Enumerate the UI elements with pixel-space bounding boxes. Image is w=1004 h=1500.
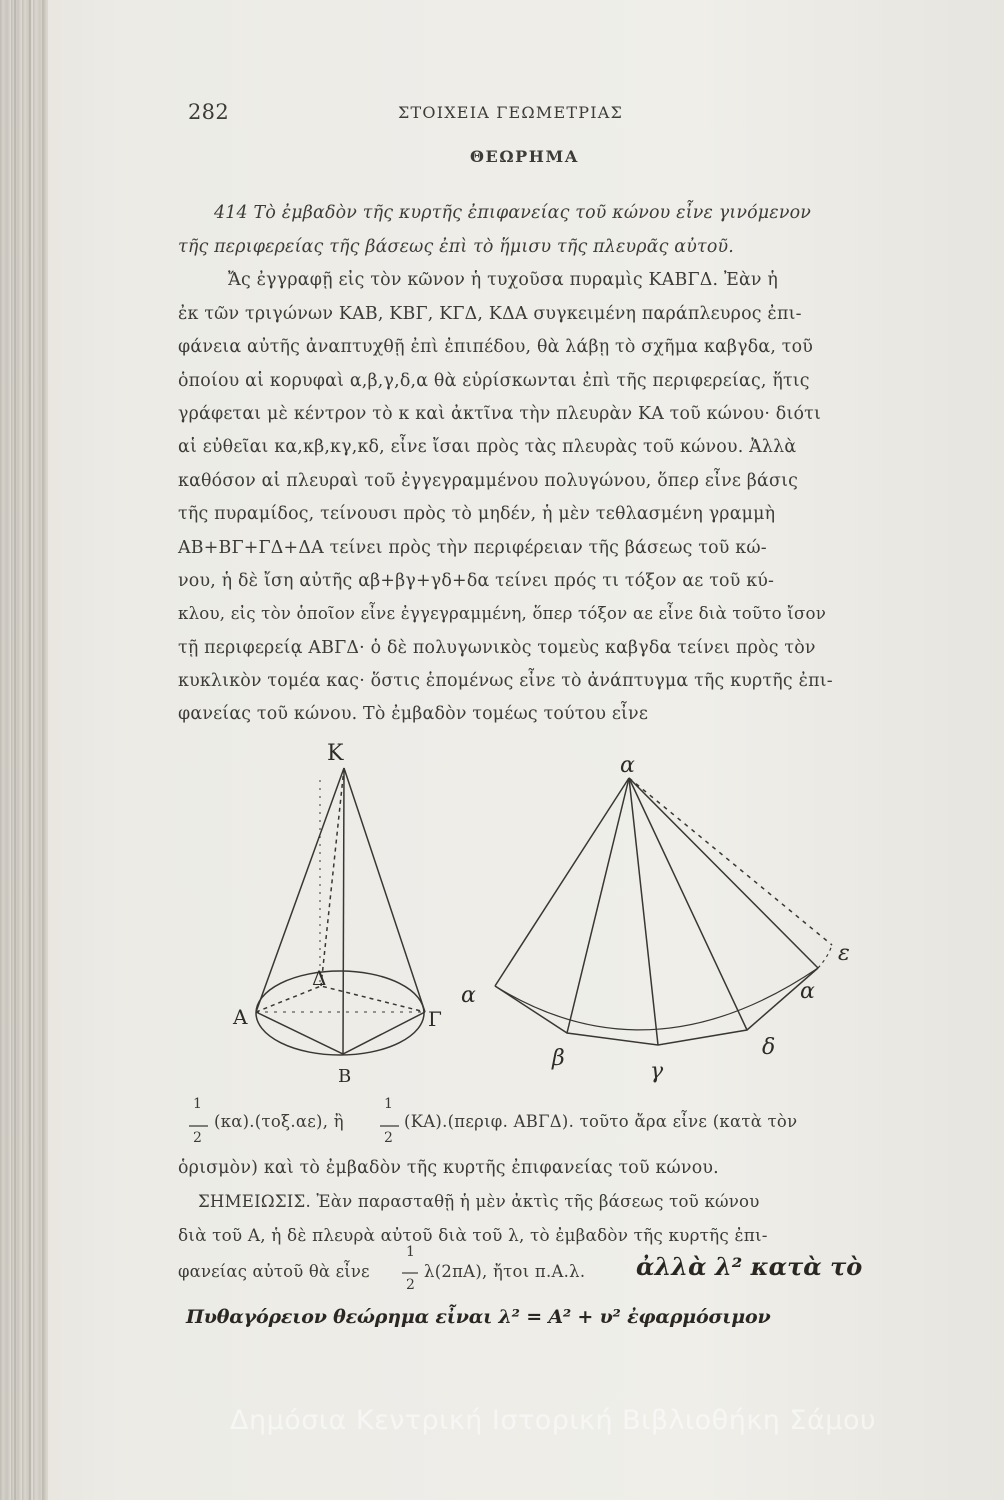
note-line: ΣΗΜΕΙΩΣΙΣ. Ἐὰν παρασταθῇ ἡ μὲν ἀκτὶς τῆς βάσεως τοῦ κώνου: [198, 1192, 760, 1211]
fraction-numerator: 1: [384, 1096, 393, 1112]
body-line: φανείας τοῦ κώνου. Τὸ ἐμβαδὸν τομέως τούτου εἶνε: [178, 704, 649, 724]
label-gamma: γ: [650, 1059, 664, 1084]
pyramid-base-back: [256, 986, 425, 1012]
development-figure: [495, 778, 832, 1045]
label-k: K: [327, 741, 344, 766]
fraction-denominator: 2: [406, 1277, 415, 1293]
ray-k-d: [629, 778, 747, 1030]
label-a: Α: [233, 1005, 248, 1029]
ray-k-b: [567, 778, 629, 1033]
arc-a-e: [818, 945, 832, 968]
note-last-end: λ(2πΑ), ἤτοι π.Α.λ.: [424, 1262, 586, 1281]
body-line: ἐκ τῶν τριγώνων ΚΑΒ, ΚΒΓ, ΚΓΔ, ΚΔΑ συγκειμένη παράπλευρος ἐπι-: [178, 304, 802, 324]
body-line: νου, ἡ δὲ ἴση αὐτῆς αβ+βγ+γδ+δα τείνει πρός τι τόξον αε τοῦ κύ-: [178, 571, 775, 591]
body-line: ὁρισμὸν) καὶ τὸ ἐμβαδὸν τῆς κυρτῆς ἐπιφανείας τοῦ κώνου.: [178, 1158, 719, 1178]
arc-a-a: [495, 968, 818, 1030]
body-line: κυκλικὸν τομέα κας· ὅστις ἑπομένως εἶνε τὸ ἀνάπτυγμα τῆς κυρτῆς ἐπι-: [178, 671, 833, 691]
ray-k-g: [629, 778, 658, 1045]
ray-k-a-left: [495, 778, 629, 986]
pyramid-edge-k-b: [343, 768, 344, 1054]
page-number: 282: [188, 100, 229, 124]
note-last-start: φανείας αὐτοῦ θὰ εἶνε: [178, 1262, 370, 1281]
ray-k-a-right: [629, 778, 818, 968]
fraction-denominator: 2: [193, 1130, 202, 1146]
label-epsilon: ε: [838, 941, 850, 966]
label-delta: δ: [762, 1035, 776, 1060]
cone-side-right: [344, 768, 425, 1012]
body-line: κλου, εἰς τὸν ὁποῖον εἶνε ἐγγεγραμμένη, ὅπερ τόξον αε εἶνε διὰ τοῦτο ἴσον: [178, 604, 826, 623]
body-line: τῇ περιφερείᾳ ΑΒΓΔ· ὁ δὲ πολυγωνικὸς τομεὺς καβγδα τείνει πρὸς τὸν: [178, 638, 816, 658]
label-d: Δ: [312, 966, 327, 990]
body-line: καθόσον αἱ πλευραὶ τοῦ ἐγγεγραμμένου πολυγώνου, ὅπερ εἶνε βάσις: [178, 471, 799, 491]
note-line: διὰ τοῦ Α, ἡ δὲ πλευρὰ αὐτοῦ διὰ τοῦ λ, τὸ ἐμβαδὸν τῆς κυρτῆς ἐπι-: [178, 1225, 768, 1245]
ray-k-e: [629, 778, 832, 945]
fraction-denominator: 2: [384, 1130, 393, 1146]
pyramid-base-front: [256, 1012, 425, 1054]
body-line: αἱ εὐθεῖαι κα,κβ,κγ,κδ, εἶνε ἴσαι πρὸς τὰς πλευρὰς τοῦ κώνου. Ἀλλὰ: [178, 437, 797, 457]
label-beta: β: [552, 1046, 565, 1071]
theorem-title: ΘΕΩΡΗΜΑ: [470, 147, 579, 166]
label-alpha-left: α: [461, 983, 476, 1008]
body-line: ὁποίου αἱ κορυφαὶ α,β,γ,δ,α θὰ εὑρίσκωνται ἐπὶ τῆς περιφερείας, ἥτις: [178, 371, 810, 391]
library-watermark: Δημόσια Κεντρική Ιστορική Βιβλιοθήκη Σάμου: [230, 1405, 877, 1436]
label-alpha-right: α: [800, 979, 815, 1004]
label-kappa: α: [620, 753, 635, 778]
label-g: Γ: [428, 1007, 442, 1031]
fraction-numerator: 1: [406, 1244, 415, 1260]
running-header: ΣΤΟΙΧΕΙΑ ΓΕΩΜΕΤΡΙΑΣ: [398, 103, 623, 122]
handwritten-annotation-line-2: Πυθαγόρειον θεώρημα εἶναι λ² = Α² + υ² ἐφαρμόσιμον: [186, 1306, 771, 1328]
formula-part-2: (ΚΑ).(περιφ. ΑΒΓΔ). τοῦτο ἄρα εἶνε (κατὰ τὸν: [404, 1112, 798, 1131]
body-line: τῆς πυραμίδος, τείνουσι πρὸς τὸ μηδέν, ἡ μὲν τεθλασμένη γραμμὴ: [178, 504, 776, 524]
handwritten-annotation-line-1: ἀλλὰ λ² κατὰ τὸ: [636, 1252, 863, 1281]
formula-part-1: (κα).(τοξ.αε), ἢ: [214, 1112, 344, 1131]
body-line: ΑΒ+ΒΓ+ΓΔ+ΔΑ τείνει πρὸς τὴν περιφέρειαν τῆς βάσεως τοῦ κώ-: [178, 538, 767, 558]
body-line: 414 Τὸ ἐμβαδὸν τῆς κυρτῆς ἐπιφανείας τοῦ κώνου εἶνε γινόμενον: [214, 203, 812, 223]
body-line: τῆς περιφερείας τῆς βάσεως ἐπὶ τὸ ἥμισυ τῆς πλευρᾶς αὐτοῦ.: [178, 237, 735, 257]
body-line: φάνεια αὐτῆς ἀναπτυχθῇ ἐπὶ ἐπιπέδου, θὰ λάβῃ τὸ σχῆμα καβγδα, τοῦ: [178, 337, 814, 357]
fraction-numerator: 1: [193, 1096, 202, 1112]
cone-base-ellipse: [256, 971, 424, 1055]
cone-figure: [256, 768, 425, 1055]
body-line: γράφεται μὲ κέντρον τὸ κ καὶ ἀκτῖνα τὴν πλευρὰν ΚΑ τοῦ κώνου· διότι: [178, 404, 821, 424]
body-line: Ἄς ἐγγραφῇ εἰς τὸν κῶνον ἡ τυχοῦσα πυραμὶς ΚΑΒΓΔ. Ἐὰν ἡ: [228, 270, 779, 290]
label-b: Β: [338, 1066, 352, 1087]
